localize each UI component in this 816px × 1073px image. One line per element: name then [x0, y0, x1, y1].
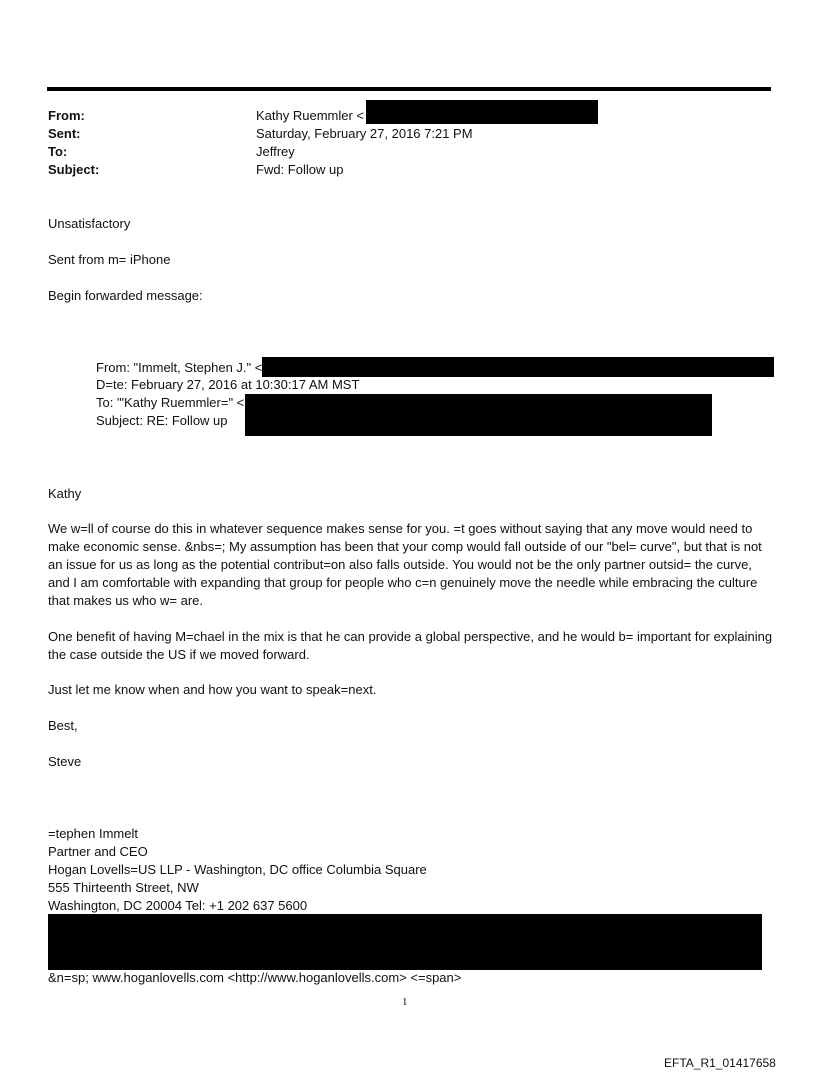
paragraph: One benefit of having M=chael in the mix is that he can provide a global perspective, and he would b= important for explaining the case outside the US if we moved forward.: [48, 629, 773, 662]
greeting: Kathy: [48, 486, 82, 501]
signature-title: Partner and CEO: [48, 844, 148, 859]
signoff: Steve: [48, 754, 82, 769]
paragraph: We w=ll of course do this in whatever sequence makes sense for you. =t goes without saying that any move would need to make economic sense. &nbs=; My assumption has been that your comp would fall outside of our "bel= curve", but that is not an issue for us as long as the potential contribut=on also falls outside. You would not be the only partner outsid= the curve, and I am comfortable with expanding that group for people who c=n genuinely move the needle while embracing the culture that makes us who w= are.: [48, 521, 762, 608]
subject-label: Subject:: [48, 162, 100, 177]
subject-value: Fwd: Follow up: [256, 162, 344, 177]
document-id: EFTA_R1_01417658: [664, 1056, 776, 1070]
sent-value: Saturday, February 27, 2016 7:21 PM: [256, 126, 473, 141]
page-number: 1: [402, 996, 408, 1008]
header-rule: [47, 87, 771, 91]
signature-name: =tephen Immelt: [48, 826, 138, 841]
body-line-begin-forwarded: Begin forwarded message:: [48, 288, 203, 303]
redaction-box: [262, 357, 774, 377]
redaction-box: [245, 394, 712, 436]
closing: Best,: [48, 718, 78, 733]
to-label: To:: [48, 144, 68, 159]
from-value: Kathy Ruemmler <: [256, 108, 365, 123]
body-line-sent-from: Sent from m= iPhone: [48, 252, 171, 267]
paragraph: Just let me know when and how you want to speak=next.: [48, 682, 377, 697]
signature-firm: Hogan Lovells=US LLP - Washington, DC office Columbia Square: [48, 862, 427, 877]
sent-label: Sent:: [48, 126, 81, 141]
forwarded-to: To: "'Kathy Ruemmler=" <: [96, 395, 245, 410]
forwarded-subject: Subject: RE: Follow up: [96, 413, 228, 428]
signature-street: 555 Thirteenth Street, NW: [48, 880, 199, 895]
forwarded-from: From: "Immelt, Stephen J." <: [96, 360, 263, 375]
redaction-box: [366, 100, 598, 124]
to-value: Jeffrey: [256, 144, 295, 159]
from-label: From:: [48, 108, 85, 123]
redaction-box: [48, 914, 762, 970]
signature-web: &n=sp; www.hoganlovells.com <http://www.hoganlovells.com> <=span>: [48, 970, 462, 985]
body-line-unsatisfactory: Unsatisfactory: [48, 216, 131, 231]
signature-city-tel: Washington, DC 20004 Tel: +1 202 637 5600: [48, 898, 308, 913]
forwarded-date: D=te: February 27, 2016 at 10:30:17 AM MST: [96, 377, 360, 392]
